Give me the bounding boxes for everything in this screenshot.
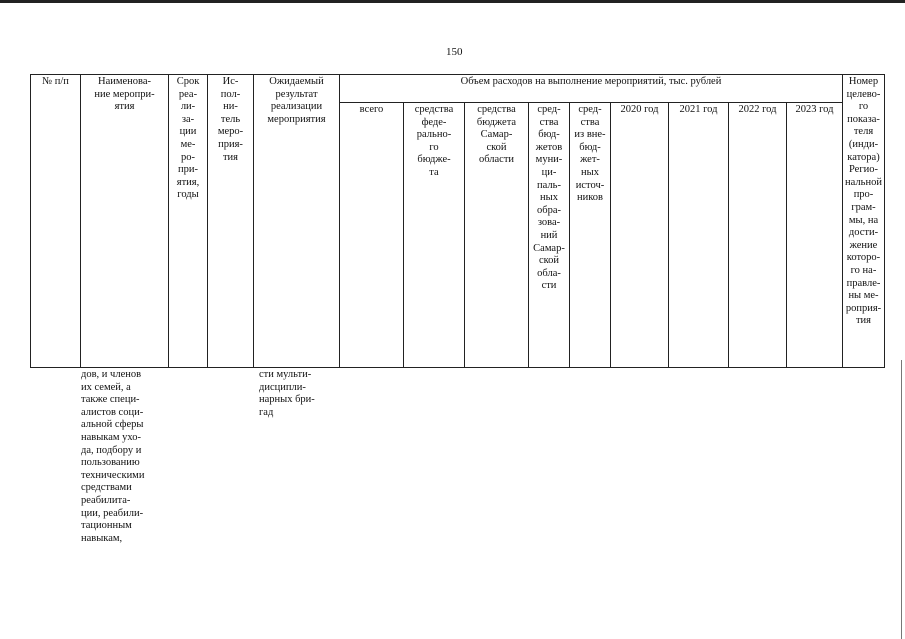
header-regional: средства бюджета Самар- ской области: [465, 103, 529, 368]
continuation-name-text: дов, и членов их семей, а также специ- алистов соци- альной сферы навыкам ухо- да, подбору и пользованию техническими средствами реабилита- ции, реабили- тационным навыкам,: [81, 369, 145, 544]
header-volume: Объем расходов на выполнение мероприятий, тыс. рублей: [340, 75, 843, 103]
header-extra: сред- ства из вне- бюд- жет- ных источ- ников: [570, 103, 611, 368]
header-num: № п/п: [31, 75, 81, 368]
header-name: Наименова- ние меропри- ятия: [81, 75, 169, 368]
header-term: Срок реа- ли- за- ции ме- ро- при- ятия, годы: [169, 75, 208, 368]
header-executor: Ис- пол- ни- тель меро- прия- тия: [208, 75, 254, 368]
header-result: Ожидаемый результат реализации мероприятия: [254, 75, 340, 368]
header-federal: средства феде- рально- го бюдже- та: [404, 103, 465, 368]
header-municipal: сред- ства бюд- жетов муни- ци- паль- ных обра- зова- ний Самар- ской обла- сти: [529, 103, 570, 368]
header-2022: 2022 год: [729, 103, 787, 368]
expenses-table: [30, 74, 885, 368]
header-2021: 2021 год: [669, 103, 729, 368]
header-indicator: Номер целево- го показа- теля (инди- катора) Регио- нальной про- грам- мы, на дости- жение которо- го на- правле- ны ме- роприя- тия: [843, 75, 885, 368]
continuation-result-text: сти мульти- дисципли- нарных бри- гад: [259, 369, 315, 418]
header-2023: 2023 год: [787, 103, 843, 368]
top-border-line: [0, 0, 905, 3]
header-total: всего: [340, 103, 404, 368]
right-margin-line: [901, 360, 902, 639]
header-2020: 2020 год: [611, 103, 669, 368]
page-number: 150: [446, 46, 463, 58]
